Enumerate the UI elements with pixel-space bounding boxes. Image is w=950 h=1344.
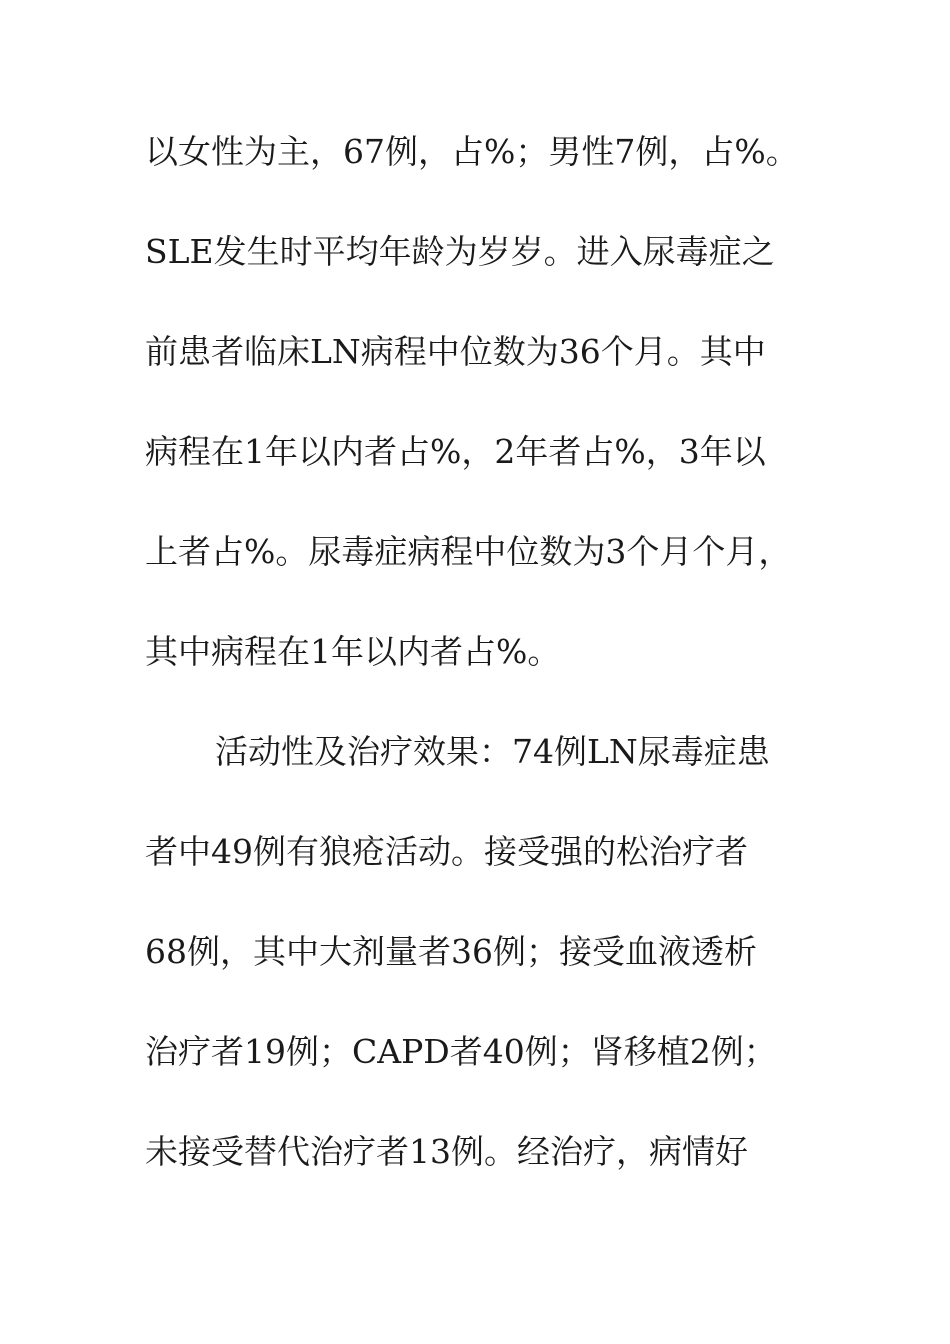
text-line: 前患者临床LN病程中位数为36个月。其中	[145, 332, 766, 371]
text-line: 其中病程在1年以内者占%。	[145, 632, 561, 671]
paragraph-start-line: 活动性及治疗效果：74例LN尿毒症患	[215, 732, 770, 771]
text-line: SLE发生时平均年龄为岁岁。进入尿毒症之	[145, 232, 775, 271]
text-line: 未接受替代治疗者13例。经治疗，病情好	[145, 1132, 748, 1171]
text-line: 者中49例有狼疮活动。接受强的松治疗者	[145, 832, 748, 871]
text-line: 68例，其中大剂量者36例；接受血液透析	[145, 932, 757, 971]
text-line: 以女性为主，67例，占%；男性7例，占%。	[145, 132, 799, 171]
text-line: 治疗者19例；CAPD者40例；肾移植2例；	[145, 1032, 777, 1071]
text-line: 上者占%。尿毒症病程中位数为3个月个月，	[145, 532, 792, 571]
text-line: 病程在1年以内者占%，2年者占%，3年以	[145, 432, 766, 471]
